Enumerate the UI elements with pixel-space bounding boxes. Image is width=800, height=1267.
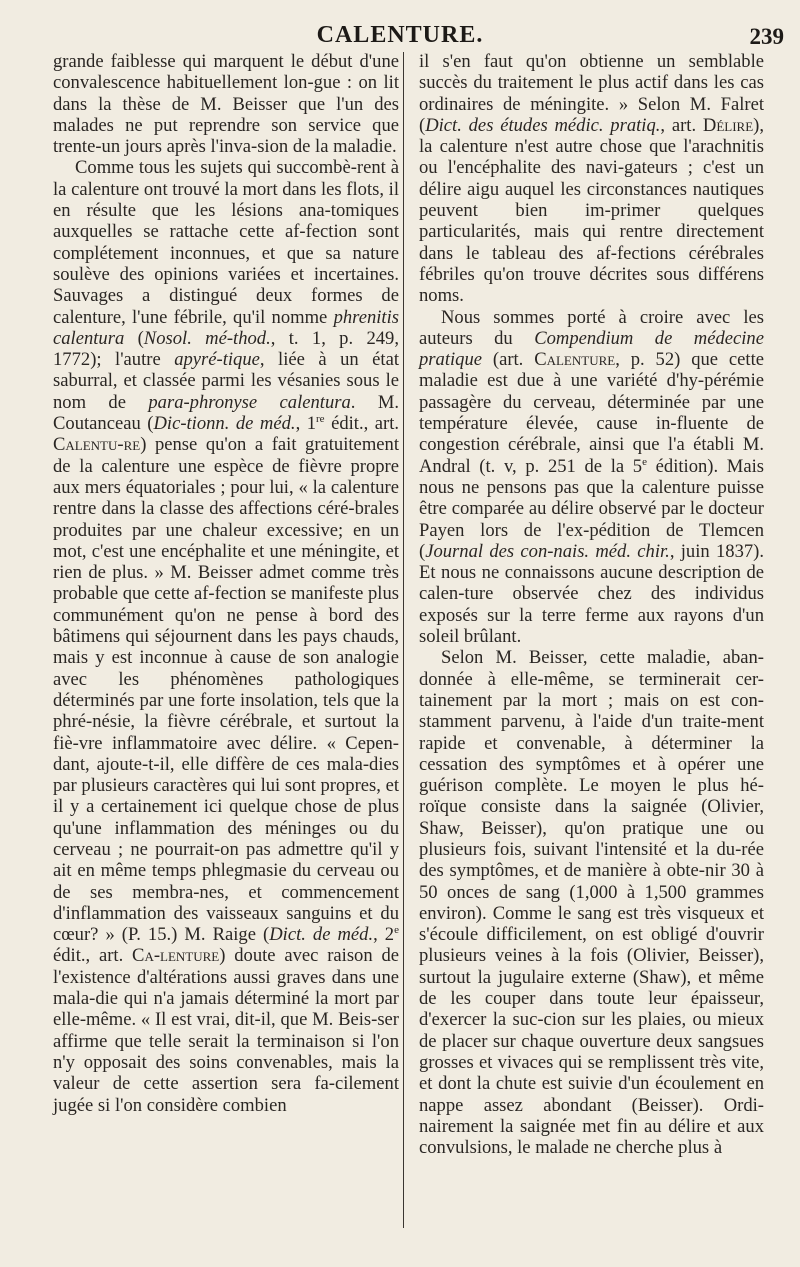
text-run: ) pense qu'on a fait gratuitement de la calenture une espèce de fièvre propre aux mers équatoriales ; pour lui, « la calenture rentre dans la classe des affections céré-brales produites par une chaleur excessive; en un mot, c'est une encéphalite et une méningite, et rien de plus. » M. Beisser admet comme très probable que cette af-fection se manifeste plus communément qu'on ne pense à bord des bâtimens qui séjournent dans les pays chauds, mais y est inconnue à cause de son analogie avec les phénomènes pathologiques déterminés par une forte insolation, tels que la phré-nésie, la fièvre cérébrale, et surtout la fiè-vre inflammatoire avec délire. « Cepen-dant, ajoute-t-il, elle diffère de ces mala-dies par plusieurs caractères qui lui sont propres, et il y a certainement ici quelque chose de plus qu'une inflammation des méninges ou du cerveau ; ne pourrait-on pas admettre qu'il y ait en même temps phlegmasie du cerveau ou de ses membra-nes, et commencement d'inflammation des vaisseaux sanguins et du cœur? » (P. 15.) M. Raige (: [53, 434, 399, 946]
text-run: . M. Coutanceau (: [53, 391, 400, 435]
text-run: Nous sommes porté à croire avec les auteurs du: [419, 306, 764, 349]
text-run: , juin 1837). Et nous ne connaissons aucune description de calen-ture observée chez des individus exposés sur la terre ferme aux rayons d'un soleil brûlant.: [419, 540, 764, 648]
running-head: CALENTURE.: [316, 22, 484, 48]
text-run: il s'en faut qu'on obtienne un semblable succès du traitement le plus actif dans les cas ordinaires de méningite. » Selon M. Falret (: [419, 51, 764, 136]
text-run: , 2: [373, 924, 395, 946]
paragraph-nature-calenture: [53, 157, 399, 1115]
paragraph-compendium: [419, 307, 764, 648]
text-run: Nosol. mé-thod.: [143, 327, 271, 349]
text-run: (: [124, 327, 144, 349]
right-column: [419, 51, 764, 1158]
text-run: , 1: [295, 413, 317, 435]
text-run: édition). Mais nous ne pensons pas que la calenture puisse être comparée au délire observé par le docteur Payen lors de l'ex-pédition de Tlemcen (: [419, 455, 764, 562]
text-run: Ca-lenture: [132, 945, 220, 967]
text-run: Comme tous les sujets qui succombè-rent à la calenture ont trouvé la mort dans les flots, il en résulte que les lésions ana-tomiques auxquelles se rattache cette af-fection sont complétement inconnues, et que sa nature soulève des opinions variées et incertaines. Sauvages a distingué deux formes de calenture, l'une fébrile, qu'il nomme: [53, 157, 399, 328]
text-run: , t. 1, p. 249, 1772); l'autre: [53, 327, 399, 371]
text-run: re: [316, 412, 325, 425]
left-column: [53, 51, 399, 1116]
text-run: apyré-tique: [174, 349, 260, 371]
paragraph-convalescence: [53, 51, 399, 157]
text-run: édit., art.: [53, 945, 133, 967]
text-run: phrenitis calentura: [53, 306, 399, 349]
text-run: Délire: [702, 114, 754, 136]
text-run: e: [642, 455, 647, 468]
text-run: Dict. de méd.: [269, 924, 374, 946]
text-run: Journal des con-nais. méd. chir.: [425, 540, 670, 562]
text-run: Calenture: [534, 349, 616, 371]
paragraph-treatment: [419, 647, 764, 1158]
paragraph-falret: [419, 51, 764, 307]
text-run: édit., art.: [324, 413, 400, 435]
text-run: , liée à un état saburral, et classée parmi les vésanies sous le nom de: [53, 349, 399, 413]
text-run: Selon M. Beisser, cette maladie, aban-donnée à elle-même, se terminerait cer-tainement par la mort ; mais on est con-stamment parvenu, à l'aide d'un traite-ment rapide et convenable, à déterminer la cessation des symptômes et à opérer une guérison complète. Le moyen le plus hé-roïque consiste dans la saignée (Olivier, Shaw, Beisser), qu'on pratique une ou plusieurs fois, suivant l'intensité et la du-rée des symptômes, et de manière à obte-nir 30 à 50 onces de sang (1,000 à 1,500 grammes environ). Comme le sang est très visqueux et s'écoule difficilement, on est obligé d'ouvrir plusieurs veines à la fois (Olivier, Beisser), surtout la jugulaire externe (Shaw), et même de les couper dans toute leur épaisseur, d'exercer la suc-cion sur les plaies, ou mieux de placer sur chaque ouverture deux sangsues grosses et vivaces qui se remplissent très vite, et dont la chute est suivie d'un écoulement en nappe assez abondant (Beisser). Ordi-nairement la saignée met fin au délire et aux convulsions, le malade ne cherche plus à: [419, 647, 764, 1159]
text-run: , art.: [660, 114, 703, 136]
text-run: Compendium de médecine pratique: [419, 327, 764, 371]
text-run: (art.: [482, 349, 535, 371]
text-run: grande faiblesse qui marquent le début d'une convalescence habituellement lon-gue : on lit dans la thèse de M. Beisser que l'un des malades ne put reprendre son service que trente-un jours après l'inva-sion de la maladie.: [53, 51, 399, 158]
column-divider: [403, 52, 404, 1228]
text-run: ) doute avec raison de l'existence d'altérations aussi graves dans une mala-die qui n'a jamais déterminé la mort par elle-même. « Il est vrai, dit-il, que M. Beis-ser affirme que telle serait la terminaison si l'on n'y opposait des soins convenables, mais la valeur de cette assertion sera fa-cilement jugée si l'on considère combien: [53, 945, 400, 1116]
text-run: ), la calenture n'est autre chose que l'arachnitis ou l'encéphalite des navi-gateurs ; c'est un délire aigu auquel les circonstances nautiques peuvent bien im-primer quelques particularités, mais qui rentre directement dans le tableau des af-fections cérébrales fébriles qu'on trouve décrites sous différens noms.: [419, 114, 764, 307]
page-number: 239: [749, 24, 784, 49]
text-run: , p. 52) que cette maladie est due à une variété d'hy-pérémie passagère du cerveau, déterminée par une température élevée, cause in-fluente de congestion cérébrale, ainsi que l'a établi M. Andral (t. v, p. 251 de la 5: [419, 349, 764, 477]
text-run: e: [394, 923, 399, 936]
text-run: para-phronyse calentura: [148, 391, 351, 413]
text-run: Dic-tionn. de méd.: [153, 413, 296, 435]
text-run: Calentu-re: [53, 434, 141, 456]
text-run: Dict. des études médic. pratiq.: [425, 114, 661, 136]
